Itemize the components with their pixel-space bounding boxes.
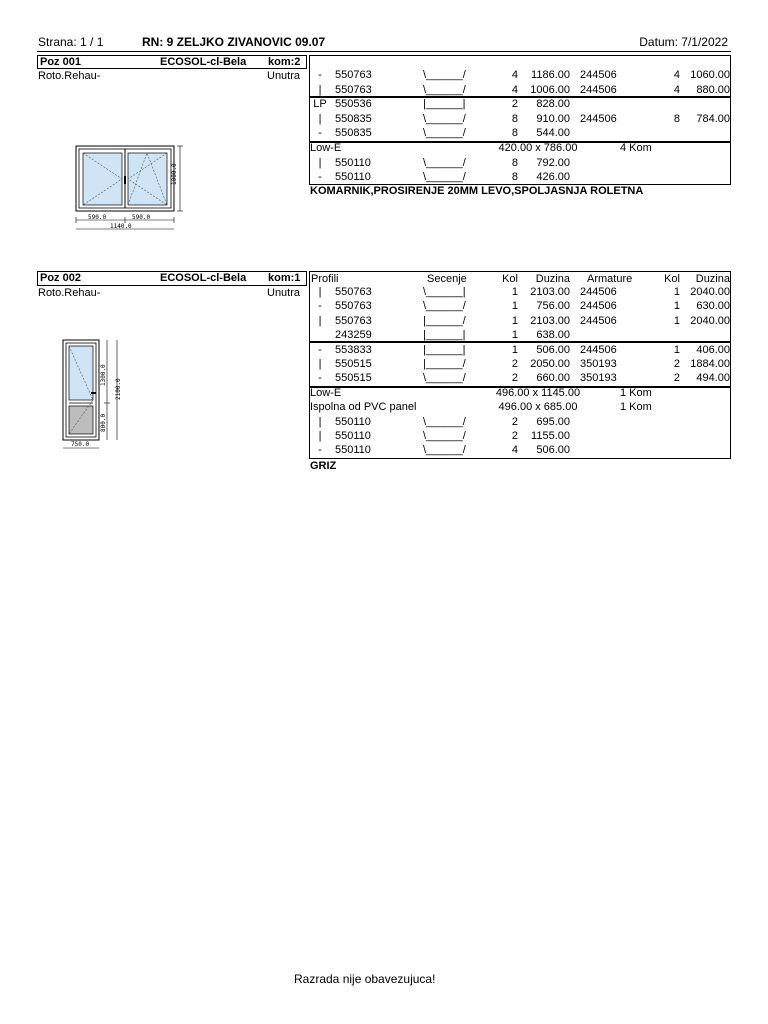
profile-cut: \______/ [423, 69, 466, 81]
profile-length: 638.00 [536, 329, 570, 342]
glass-name: Ispolna od PVC panel [310, 401, 417, 414]
pos2-system: ECOSOL-cl-Bela [160, 272, 247, 284]
reinforcement-length: 1060.00 [690, 69, 730, 81]
profile-length: 2103.00 [530, 314, 570, 327]
reinforcement-length: 494.00 [696, 372, 730, 385]
reinforcement-qty: 8 [673, 112, 680, 125]
reinforcement-length: 880.00 [696, 83, 730, 96]
bead-length: 792.00 [536, 156, 570, 169]
profile-symbol: - [318, 300, 322, 313]
col-kol: Kol [502, 273, 518, 285]
reinforcement-length: 2040.00 [690, 314, 730, 327]
reinforcement-length: 1884.00 [690, 358, 730, 370]
reinforcement-qty: 1 [673, 314, 680, 327]
profile-qty: 8 [511, 112, 518, 125]
profile-qty: 1 [511, 329, 518, 342]
bead-length: 1155.00 [531, 430, 570, 442]
profile-cut: |______/ [423, 314, 466, 327]
bead-qty: 8 [511, 171, 518, 184]
col-duzina: Duzina [535, 273, 570, 285]
profile-cut: \______| [423, 286, 466, 298]
reinforcement-qty: 2 [673, 372, 680, 385]
profile-length: 506.00 [536, 343, 570, 356]
profile-cut: |______| [423, 343, 466, 356]
profile-symbol: | [318, 83, 322, 96]
glass-quantity: 1 Kom [620, 401, 652, 414]
profile-code: 550763 [335, 69, 372, 81]
bead-symbol: | [318, 415, 322, 428]
profile-code: 550835 [335, 112, 372, 125]
reinforcement-qty: 2 [673, 358, 680, 370]
pos1-height-dim: 1000.0 [171, 163, 178, 185]
profile-symbol: - [318, 372, 322, 385]
bead-cut: \______/ [423, 430, 466, 442]
pos2-height-dim-top: 1300.0 [100, 364, 107, 386]
profile-length: 1006.00 [530, 83, 570, 96]
profile-symbol: | [318, 358, 322, 370]
profile-qty: 2 [511, 358, 518, 370]
bead-code: 550110 [335, 444, 371, 457]
glass-name: Low-E [310, 142, 342, 154]
profile-code: 550763 [335, 314, 372, 327]
bead-code: 550110 [335, 156, 371, 169]
pos2-opening: Unutra [267, 287, 301, 299]
profile-code: 550515 [335, 358, 372, 370]
glass-quantity: 4 Kom [620, 142, 652, 154]
pos1-width-dim-left: 590.0 [88, 214, 107, 221]
profile-cut: \______/ [423, 112, 466, 125]
profile-symbol: - [318, 69, 322, 81]
reinforcement-qty: 1 [673, 286, 680, 298]
profile-qty: 2 [511, 98, 518, 111]
bead-length: 695.00 [536, 415, 570, 428]
profile-length: 2103.00 [530, 286, 570, 298]
reinforcement-length: 784.00 [696, 112, 730, 125]
bead-code: 550110 [335, 171, 371, 184]
pos2-hardware: Roto.Rehau- [38, 287, 101, 299]
reinforcement-qty: 1 [673, 343, 680, 356]
profile-symbol: | [318, 314, 322, 327]
bead-symbol: | [318, 430, 322, 442]
bead-symbol: | [318, 156, 322, 169]
bead-code: 550110 [335, 430, 371, 442]
glass-dimensions: 496.00 x 1145.00 [495, 386, 581, 399]
footer-disclaimer: Razrada nije obavezujuca! [294, 972, 436, 986]
pos2-height-dim-total: 2100.0 [115, 378, 122, 400]
profile-code: 550515 [335, 372, 372, 385]
profile-code: 550763 [335, 83, 372, 96]
reinforcement-qty: 4 [673, 83, 680, 96]
profile-code: 550835 [335, 127, 372, 140]
col-profili: Profili [311, 273, 339, 285]
profile-cut: |______| [423, 98, 466, 111]
bead-symbol: - [318, 444, 322, 457]
pos1-width-dim-right: 590.0 [132, 214, 151, 221]
bead-qty: 8 [511, 156, 518, 169]
profile-symbol: LP [313, 98, 327, 111]
pos1-quantity: kom:2 [268, 56, 301, 68]
order-date: Datum: 7/1/2022 [639, 35, 728, 49]
profile-code: 550763 [335, 286, 372, 298]
pos1-opening: Unutra [267, 70, 301, 82]
pos2-note: GRIZ [310, 460, 337, 472]
pos2-height-dim-bottom: 800.0 [100, 413, 107, 432]
reinforcement-code: 244506 [580, 69, 617, 81]
bead-qty: 2 [511, 415, 518, 428]
reinforcement-length: 406.00 [696, 343, 730, 356]
profile-symbol: - [318, 127, 322, 140]
header-rule [37, 51, 731, 52]
reinforcement-code: 244506 [580, 343, 617, 356]
bead-length: 506.00 [536, 444, 570, 457]
pos1-note: KOMARNIK,PROSIRENJE 20MM LEVO,SPOLJASNJA ROLETNA [310, 185, 644, 197]
reinforcement-code: 244506 [580, 112, 617, 125]
pos2-door-drawing [55, 336, 135, 452]
profile-symbol: | [318, 286, 322, 298]
profile-length: 1186.00 [531, 69, 570, 81]
pos1-window-drawing [70, 140, 190, 236]
profile-qty: 4 [511, 69, 518, 81]
reinforcement-length: 2040.00 [690, 286, 730, 298]
bead-qty: 4 [511, 444, 518, 457]
pos2-quantity: kom:1 [268, 272, 301, 284]
profile-cut: |______/ [423, 358, 466, 370]
profile-code: 550536 [335, 98, 372, 111]
profile-length: 828.00 [536, 98, 570, 111]
pos1-system: ECOSOL-cl-Bela [160, 56, 247, 68]
profile-code: 550763 [335, 300, 372, 313]
profile-code: 553833 [335, 343, 372, 356]
bead-length: 426.00 [536, 171, 570, 184]
profile-cut: \______/ [423, 372, 466, 385]
profile-symbol: - [318, 343, 322, 356]
reinforcement-length: 630.00 [696, 300, 730, 313]
profile-length: 660.00 [536, 372, 570, 385]
bead-cut: \______/ [423, 415, 466, 428]
page-number: Strana: 1 / 1 [38, 35, 104, 49]
profile-cut: |______| [423, 329, 466, 342]
col-duzina-2: Duzina [695, 273, 730, 285]
profile-qty: 1 [511, 343, 518, 356]
bead-symbol: - [318, 171, 322, 184]
bead-qty: 2 [511, 430, 518, 442]
profile-qty: 1 [511, 314, 518, 327]
bead-cut: \______/ [423, 171, 466, 184]
profile-cut: \______/ [423, 300, 466, 313]
profile-cut: \______/ [423, 127, 466, 140]
profile-cut: \______/ [423, 83, 466, 96]
profile-qty: 2 [511, 372, 518, 385]
profile-qty: 1 [511, 286, 518, 298]
profile-code: 243259 [335, 329, 372, 342]
profile-qty: 8 [511, 127, 518, 140]
col-secenje: Secenje [427, 273, 467, 285]
order-title: RN: 9 ZELJKO ZIVANOVIC 09.07 [142, 35, 326, 49]
profile-length: 910.00 [536, 112, 570, 125]
bead-code: 550110 [335, 415, 371, 428]
glass-dimensions: 496.00 x 685.00 [498, 401, 578, 414]
col-kol-2: Kol [664, 273, 680, 285]
bead-cut: \______/ [423, 156, 466, 169]
pos2-number: Poz 002 [40, 272, 81, 284]
reinforcement-code: 244506 [580, 286, 617, 298]
profile-length: 2050.00 [530, 358, 570, 370]
glass-name: Low-E [310, 386, 342, 399]
pos1-hardware: Roto.Rehau- [38, 70, 101, 82]
pos2-width-dim: 750.0 [71, 441, 90, 448]
reinforcement-code: 244506 [580, 314, 617, 327]
bead-cut: \______/ [423, 444, 466, 457]
pos1-number: Poz 001 [40, 56, 81, 68]
col-armature: Armature [587, 273, 633, 285]
reinforcement-qty: 4 [673, 69, 680, 81]
reinforcement-code: 350193 [580, 358, 617, 370]
glass-dimensions: 420.00 x 786.00 [498, 142, 578, 154]
reinforcement-qty: 1 [673, 300, 680, 313]
pos1-width-dim-total: 1140.0 [110, 223, 132, 230]
profile-length: 756.00 [536, 300, 570, 313]
glass-quantity: 1 Kom [620, 386, 652, 399]
reinforcement-code: 350193 [580, 372, 617, 385]
profile-length: 544.00 [536, 127, 570, 140]
reinforcement-code: 244506 [580, 83, 617, 96]
profile-symbol: | [318, 112, 322, 125]
reinforcement-code: 244506 [580, 300, 617, 313]
profile-qty: 1 [511, 300, 518, 313]
profile-qty: 4 [511, 83, 518, 96]
